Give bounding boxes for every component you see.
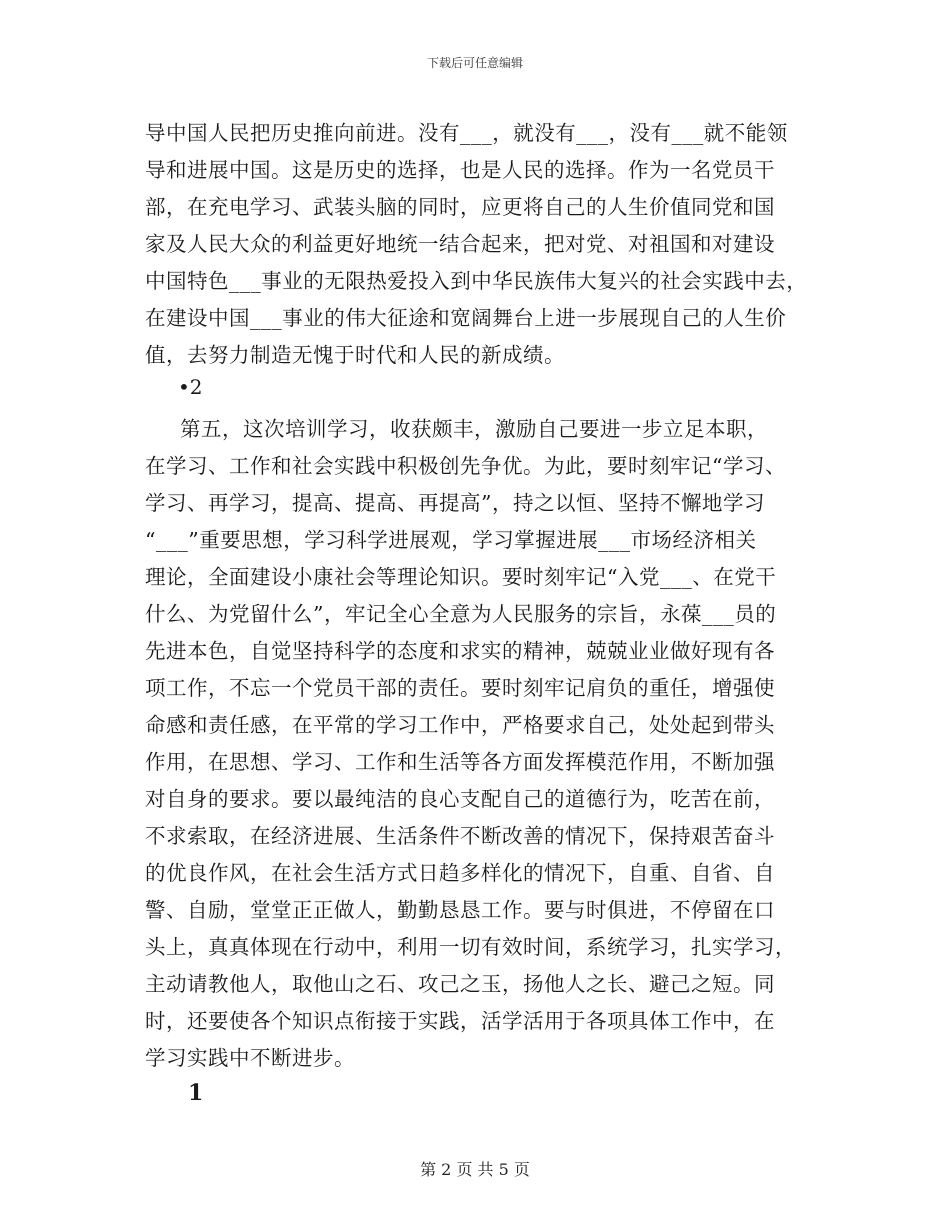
text-line: 头上，真真体现在行动中，利用一切有效时间，系统学习，扎实学习， [145,935,796,959]
text-line: 命感和责任感，在平常的学习工作中，严格要求自己，处处起到带头 [145,713,775,737]
text-line: 理论，全面建设小康社会等理论知识。要时刻牢记“入党___、在党干 [145,565,777,589]
text-line: 学习实践中不断进步。 [145,1046,355,1070]
text-line: “___”重要思想，学习科学进展观，学习掌握进展___市场经济相关 [145,528,757,552]
page-footer: 第 2 页 共 5 页 [420,1160,530,1179]
text-line: 导中国人民把历史推向前进。没有___，就没有___，没有___就不能领 [145,121,788,145]
text-line: 警、自励，堂堂正正做人，勤勤恳恳工作。要与时俱进，不停留在口 [145,898,775,922]
page-header: 下载后可任意编辑 [426,56,523,70]
text-line: 作用，在思想、学习、工作和生活等各方面发挥模范作用，不断加强 [145,750,775,774]
text-line: 项工作，不忘一个党员干部的责任。要时刻牢记肩负的重任，增强使 [145,676,775,700]
text-line: 值，去努力制造无愧于时代和人民的新成绩。 [145,343,565,367]
text-line: 第五，这次培训学习，收获颇丰，激励自己要进一步立足本职， [180,417,768,441]
text-line: 部，在充电学习、武装头脑的同时，应更将自己的人生价值同党和国 [145,195,775,219]
text-line: 什么、为党留什么”，牢记全心全意为人民服务的宗旨，永葆___员的 [145,602,777,626]
text-line: 主动请教他人，取他山之石、攻己之玉，扬他人之长、避己之短。同 [145,972,775,996]
text-line: 对自身的要求。要以最纯洁的良心支配自己的道德行为，吃苦在前， [145,787,775,811]
bullet-marker: •2 [178,375,203,399]
text-line: 导和进展中国。这是历史的选择，也是人民的选择。作为一名党员干 [145,158,775,182]
text-line: 在建设中国___事业的伟大征途和宽阔舞台上进一步展现自己的人生价 [145,306,787,330]
text-line: 家及人民大众的利益更好地统一结合起来，把对党、对祖国和对建设 [145,232,775,256]
text-line: 不求索取，在经济进展、生活条件不断改善的情况下，保持艰苦奋斗 [145,824,775,848]
text-line: 在学习、工作和社会实践中积极创先争优。为此，要时刻牢记“学习、 [145,454,786,478]
page-marker: 1 [188,1080,204,1106]
text-line: 时，还要使各个知识点衔接于实践，活学活用于各项具体工作中，在 [145,1009,775,1033]
text-line: 中国特色___事业的无限热爱投入到中华民族伟大复兴的社会实践中去， [145,269,808,293]
text-line: 的优良作风，在社会生活方式日趋多样化的情况下，自重、自省、自 [145,861,775,885]
text-line: 先进本色，自觉坚持科学的态度和求实的精神，兢兢业业做好现有各 [145,639,775,663]
text-line: 学习、再学习，提高、提高、再提高”，持之以恒、坚持不懈地学习 [145,491,765,515]
